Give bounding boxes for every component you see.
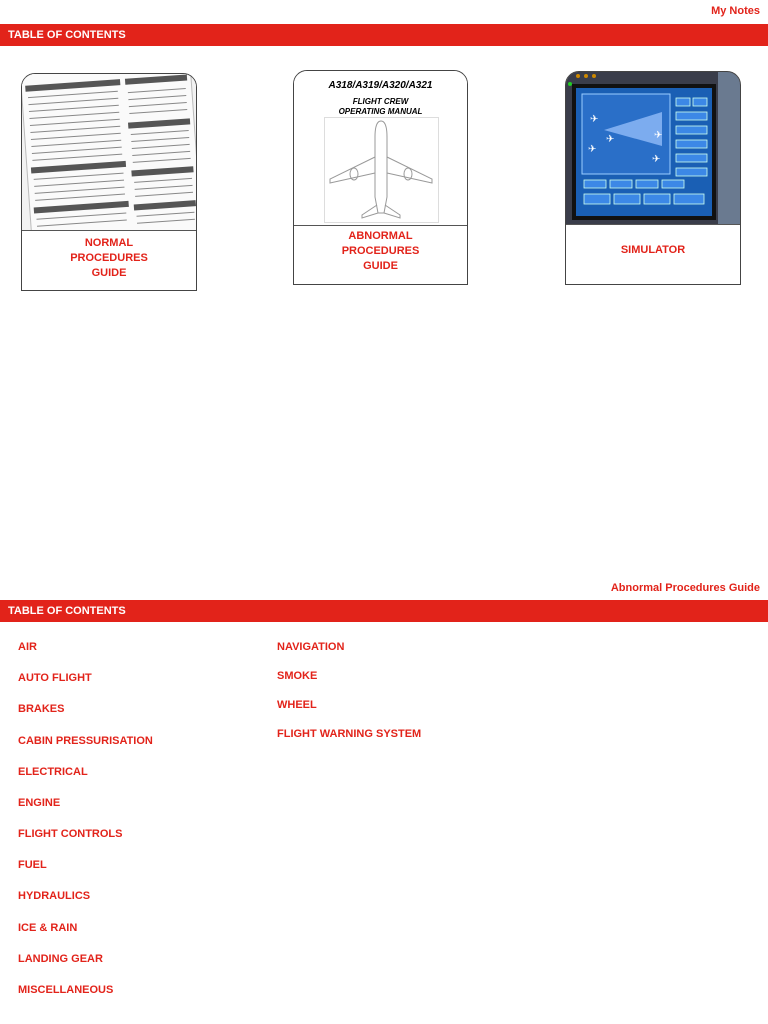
aircraft-outline-icon xyxy=(324,117,439,223)
toc-item-hydraulics[interactable]: HYDRAULICS xyxy=(18,890,91,902)
simulator-card[interactable] xyxy=(565,71,741,285)
toc-item-brakes[interactable]: BRAKES xyxy=(18,703,65,715)
section-title: Abnormal Procedures Guide xyxy=(610,582,760,594)
card-divider xyxy=(566,224,740,225)
normal-procedures-label: NORMAL PROCEDURES GUIDE xyxy=(70,237,148,279)
my-notes-link[interactable]: My Notes xyxy=(711,5,760,17)
card-divider xyxy=(294,225,467,226)
toc-header-label-2: TABLE OF CONTENTS xyxy=(8,605,126,617)
fcom-title: A318/A319/A320/A321 xyxy=(328,80,433,91)
svg-text:✈: ✈ xyxy=(606,134,615,145)
svg-text:✈: ✈ xyxy=(654,130,663,141)
fcom-subtitle-2: OPERATING MANUAL xyxy=(338,107,423,116)
svg-text:✈: ✈ xyxy=(652,154,661,165)
simulator-thumbnail xyxy=(566,72,740,224)
toc-header-bar-2 xyxy=(0,600,768,622)
toc-item-wheel[interactable]: WHEEL xyxy=(277,699,317,711)
simulator-label: SIMULATOR xyxy=(620,244,686,256)
abnormal-procedures-label: ABNORMAL PROCEDURES GUIDE xyxy=(341,230,420,272)
toc-item-air[interactable]: AIR xyxy=(18,641,37,653)
normal-procedures-card[interactable] xyxy=(21,73,197,291)
toc-item-electrical[interactable]: ELECTRICAL xyxy=(18,766,88,778)
svg-text:✈: ✈ xyxy=(588,144,597,155)
fcom-cover-thumbnail xyxy=(294,71,467,225)
card-divider xyxy=(22,230,196,231)
checklist-image xyxy=(22,74,196,230)
toc-item-fuel[interactable]: FUEL xyxy=(18,859,47,871)
toc-item-auto-flight[interactable]: AUTO FLIGHT xyxy=(18,672,92,684)
normal-checklist-thumbnail xyxy=(22,74,196,230)
svg-text:✈: ✈ xyxy=(590,114,599,125)
toc-item-flight-warning-system[interactable]: FLIGHT WARNING SYSTEM xyxy=(277,728,422,740)
simulator-screen-image xyxy=(566,72,740,224)
toc-item-smoke[interactable]: SMOKE xyxy=(277,670,318,682)
abnormal-procedures-card[interactable] xyxy=(293,70,468,285)
toc-item-navigation[interactable]: NAVIGATION xyxy=(277,641,345,653)
toc-item-flight-controls[interactable]: FLIGHT CONTROLS xyxy=(18,828,123,840)
toc-item-landing-gear[interactable]: LANDING GEAR xyxy=(18,953,103,965)
toc-item-ice-rain[interactable]: ICE & RAIN xyxy=(18,922,78,934)
toc-header-label: TABLE OF CONTENTS xyxy=(8,29,126,41)
toc-item-engine[interactable]: ENGINE xyxy=(18,797,61,809)
toc-item-miscellaneous[interactable]: MISCELLANEOUS xyxy=(18,984,114,996)
toc-header-bar xyxy=(0,24,768,46)
fcom-subtitle-1: FLIGHT CREW xyxy=(352,97,409,106)
toc-item-cabin-pressurisation[interactable]: CABIN PRESSURISATION xyxy=(18,735,153,747)
